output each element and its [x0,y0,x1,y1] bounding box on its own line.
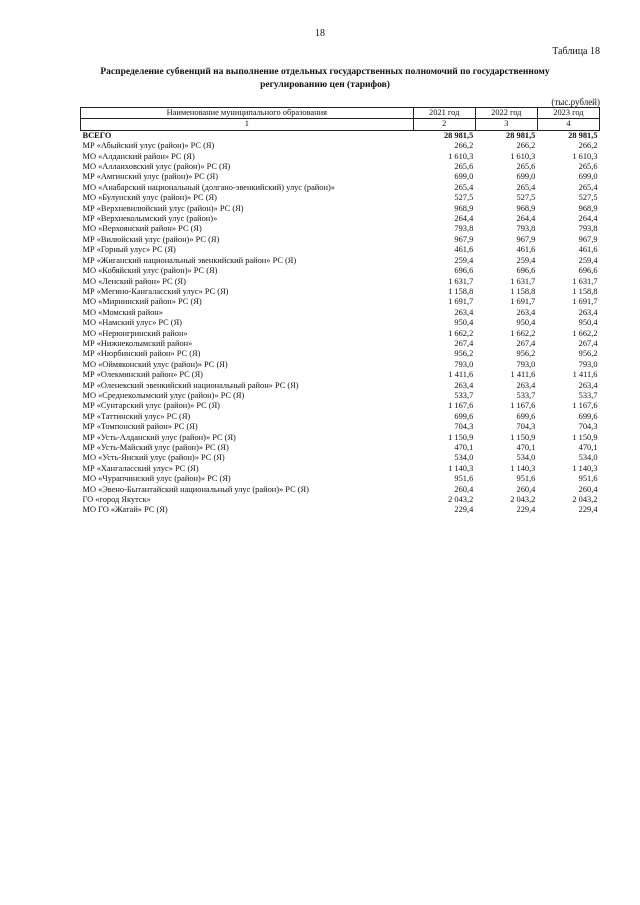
value-2022: 950,4 [516,318,536,328]
value-2022: 793,0 [516,359,536,369]
row-name: МР «Усть-Алданский улус (район)» РС (Я) [82,432,236,442]
table-row [81,391,600,401]
table-row [81,193,600,203]
table-row [81,370,600,380]
value-2021: 263,4 [454,380,474,390]
value-2023: 699,0 [578,172,598,182]
value-2021: 696,6 [454,266,474,276]
value-2022: 951,6 [516,474,536,484]
table-row [81,214,600,224]
value-2023: 1 411,6 [572,370,598,380]
table-row [81,495,600,505]
value-2023: 699,6 [578,411,598,421]
value-2023: 260,4 [578,484,598,494]
value-2021: 1 411,6 [448,370,474,380]
table-row [81,433,600,443]
value-2022: 1 158,8 [510,286,536,296]
row-name: МО «Мирнинский район» РС (Я) [82,297,202,307]
value-2023: 527,5 [578,193,598,203]
value-2023: 968,9 [578,203,598,213]
table-row [81,297,600,307]
value-2023: 1 691,7 [572,297,598,307]
row-name: МО «Аллаиховский улус (район)» РС (Я) [82,162,231,172]
value-2021: 267,4 [454,338,474,348]
total-row [81,130,600,141]
value-2023: 461,6 [578,245,598,255]
column-header-name: Наименование муниципального образования [81,108,414,119]
value-2023: 263,4 [578,307,598,317]
page-number: 18 [315,28,325,39]
row-name: МР «Хангаласский улус» РС (Я) [82,463,199,473]
row-name: МО «Верхоянский район» РС (Я) [82,224,202,234]
row-name: МО «Намский улус» РС (Я) [82,318,182,328]
value-2021: 1 631,7 [448,276,474,286]
document-title: Распределение субвенций на выполнение отдельных государственных полномочий по государственному регулированию цен (тарифов) [100,67,550,90]
table-row [81,256,600,266]
value-2021: 699,6 [454,411,474,421]
value-2023: 1 150,9 [572,432,598,442]
table-row [81,381,600,391]
value-2022: 696,6 [516,266,536,276]
value-2022: 968,9 [516,203,536,213]
table-row [81,141,600,151]
value-2023: 265,6 [578,162,598,172]
table-row [81,474,600,484]
value-2023: 264,4 [578,214,598,224]
value-2022: 699,6 [516,411,536,421]
value-2022: 793,8 [516,224,536,234]
row-name: МР «Вилюйский улус (район)» РС (Я) [82,234,220,244]
value-2023: 2 043,2 [572,495,598,505]
value-2023: 470,1 [578,443,598,452]
value-2021: 967,9 [454,234,474,244]
row-name: МР «Сунтарский улус (район)» РС (Я) [82,401,220,411]
value-2022: 1 167,6 [510,401,536,411]
column-number: 1 [81,119,414,130]
row-name: МР «Нюрбинский район» РС (Я) [82,349,201,359]
row-name: ГО «город Якутск» [82,495,151,505]
value-2022: 533,7 [516,390,536,400]
table-header-row [81,108,600,119]
value-2021: 1 691,7 [448,297,474,307]
row-name: МР «Верхнеколымский улус (район)» [82,214,218,224]
value-2022: 260,4 [516,484,536,494]
value-2021: 1 167,6 [448,401,474,411]
value-2022: 263,4 [516,380,536,390]
value-2021: 265,4 [454,182,474,192]
value-2023: 1 610,3 [572,151,598,161]
table-row [81,204,600,214]
row-name: МР «Усть-Майский улус (район)» РС (Я) [82,443,229,452]
value-2021: 260,4 [454,484,474,494]
table-row [81,172,600,182]
value-2022: 28 981,5 [506,130,536,140]
value-2021: 527,5 [454,193,474,203]
row-name: МР «Таттинский улус» РС (Я) [82,411,191,421]
row-name: МО «Среднеколымский улус (район)» РС (Я) [82,390,245,400]
table-row [81,443,600,453]
value-2023: 956,2 [578,349,598,359]
column-number: 3 [475,119,537,130]
value-2021: 950,4 [454,318,474,328]
row-name: МО «Булунский улус (район)» РС (Я) [82,193,217,203]
table-row [81,422,600,432]
row-name: МР «Олекминский район» РС (Я) [82,370,203,380]
value-2022: 1 610,3 [510,151,536,161]
column-header-2021: 2021 год [413,108,475,119]
table-row [81,152,600,162]
table-row [81,401,600,411]
value-2023: 263,4 [578,380,598,390]
value-2022: 534,0 [516,453,536,463]
table-row [81,505,600,515]
value-2021: 2 043,2 [448,495,474,505]
value-2022: 470,1 [516,443,536,452]
value-2022: 461,6 [516,245,536,255]
column-number: 4 [537,119,599,130]
row-name: МО «Эвено-Бытантайский национальный улус (район)» РС (Я) [82,484,309,494]
value-2023: 1 662,2 [572,328,598,338]
value-2023: 793,8 [578,224,598,234]
value-2023: 534,0 [578,453,598,463]
table-label: Таблица 18 [552,46,600,57]
value-2021: 699,0 [454,172,474,182]
value-2021: 956,2 [454,349,474,359]
value-2021: 793,0 [454,359,474,369]
table-row [81,360,600,370]
value-2022: 259,4 [516,255,536,265]
value-2021: 461,6 [454,245,474,255]
value-2021: 968,9 [454,203,474,213]
table-row [81,245,600,255]
row-name: МО «Алданский район» РС (Я) [82,151,195,161]
value-2022: 263,4 [516,307,536,317]
value-2021: 704,3 [454,422,474,432]
value-2021: 28 981,5 [443,130,474,140]
table-row [81,277,600,287]
row-name: МО «Усть-Янский улус (район)» РС (Я) [82,453,225,463]
table-row [81,235,600,245]
table-row [81,329,600,339]
value-2023: 1 631,7 [572,276,598,286]
row-name: МР «Абыйский улус (район)» РС (Я) [82,141,215,151]
table-body [81,130,600,516]
value-2023: 1 158,8 [572,286,598,296]
value-2021: 951,6 [454,474,474,484]
value-2023: 696,6 [578,266,598,276]
row-name: МО «Оймяконский улус (район)» РС (Я) [82,359,228,369]
table-row [81,287,600,297]
column-number: 2 [413,119,475,130]
value-2021: 264,4 [454,214,474,224]
row-name: МО «Момский район» [82,307,163,317]
value-2022: 1 140,3 [510,463,536,473]
value-2021: 534,0 [454,453,474,463]
value-2022: 1 150,9 [510,432,536,442]
value-2021: 470,1 [454,443,474,452]
row-name: МР «Мегино-Кангаласский улус» РС (Я) [82,286,229,296]
value-2023: 967,9 [578,234,598,244]
value-2022: 1 662,2 [510,328,536,338]
row-name: МО «Нерюнгринский район» [82,328,188,338]
value-2023: 793,0 [578,359,598,369]
table-row [81,412,600,422]
column-header-2023: 2023 год [537,108,599,119]
row-name: МР «Томпонский район» РС (Я) [82,422,198,432]
value-2021: 1 662,2 [448,328,474,338]
row-name: ВСЕГО [82,130,112,140]
value-2021: 266,2 [454,141,474,151]
row-name: МО «Кобяйский улус (район)» РС (Я) [82,266,218,276]
value-2021: 263,4 [454,307,474,317]
table-row [81,485,600,495]
value-2023: 951,6 [578,474,598,484]
table-row [81,183,600,193]
row-name: МО «Чурапчинский улус (район)» РС (Я) [82,474,231,484]
value-2023: 1 140,3 [572,463,598,473]
value-2021: 1 140,3 [448,463,474,473]
value-2022: 956,2 [516,349,536,359]
column-header-2022: 2022 год [475,108,537,119]
value-2022: 1 691,7 [510,297,536,307]
row-name: МР «Нижнеколымский район» [82,338,193,348]
row-name: МР «Горный улус» РС (Я) [82,245,176,255]
table-row [81,162,600,172]
value-2022: 2 043,2 [510,495,536,505]
value-2021: 1 610,3 [448,151,474,161]
table-row [81,464,600,474]
value-2023: 266,2 [578,141,598,151]
value-2021: 259,4 [454,255,474,265]
row-name: МР «Верхневилюйский улус (район)» РС (Я) [82,203,244,213]
value-2023: 265,4 [578,182,598,192]
value-2021: 265,6 [454,162,474,172]
value-2022: 229,4 [516,505,536,515]
table-row [81,339,600,349]
value-2022: 1 411,6 [510,370,536,380]
column-number-row [81,119,600,130]
row-name: МР «Оленекский эвенкийский национальный район» РС (Я) [82,380,299,390]
units-label: (тыс.рублей) [551,97,600,107]
value-2023: 704,3 [578,422,598,432]
row-name: МО «Ленский район» РС (Я) [82,276,186,286]
value-2022: 699,0 [516,172,536,182]
value-2022: 264,4 [516,214,536,224]
subsidy-table [80,107,600,516]
value-2022: 1 631,7 [510,276,536,286]
value-2023: 1 167,6 [572,401,598,411]
row-name: МР «Жиганский национальный эвенкийский район» РС (Я) [82,255,297,265]
value-2023: 267,4 [578,338,598,348]
value-2022: 267,4 [516,338,536,348]
value-2023: 533,7 [578,390,598,400]
value-2023: 259,4 [578,255,598,265]
value-2022: 527,5 [516,193,536,203]
value-2022: 266,2 [516,141,536,151]
table-row [81,224,600,234]
value-2023: 28 981,5 [568,130,598,140]
table-row [81,349,600,359]
value-2021: 1 158,8 [448,286,474,296]
value-2021: 793,8 [454,224,474,234]
value-2022: 967,9 [516,234,536,244]
value-2023: 950,4 [578,318,598,328]
row-name: МО «Анабарский национальный (долгано-эвенкийский) улус (район)» [82,182,335,192]
table-row [81,453,600,463]
value-2021: 533,7 [454,390,474,400]
value-2023: 229,4 [578,505,598,515]
row-name: МО ГО «Жатай» РС (Я) [82,505,168,515]
value-2022: 265,6 [516,162,536,172]
table-row [81,318,600,328]
value-2021: 1 150,9 [448,432,474,442]
table-row [81,308,600,318]
row-name: МР «Амгинский улус (район)» РС (Я) [82,172,218,182]
value-2022: 265,4 [516,182,536,192]
value-2021: 229,4 [454,505,474,515]
table-row [81,266,600,276]
value-2022: 704,3 [516,422,536,432]
